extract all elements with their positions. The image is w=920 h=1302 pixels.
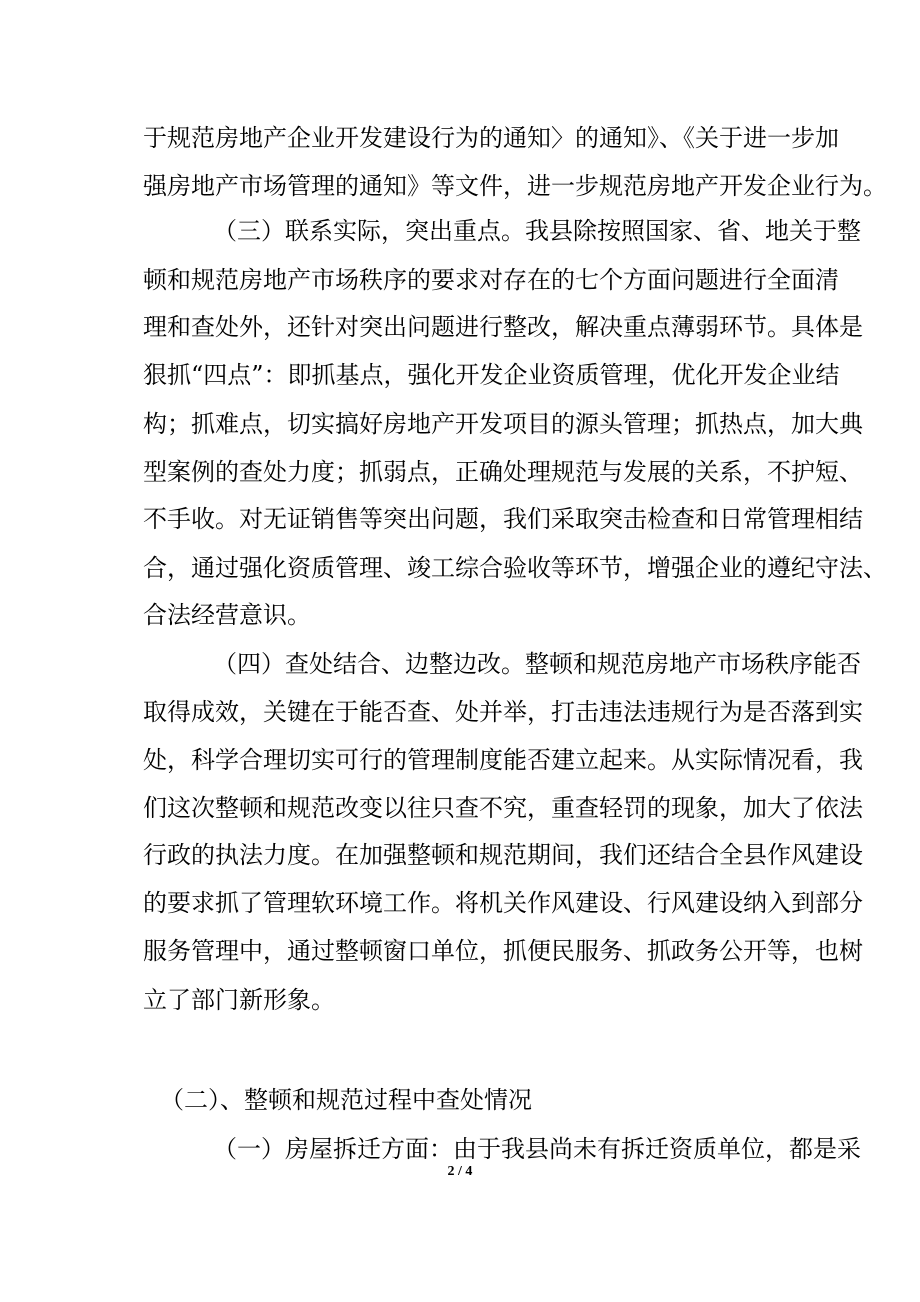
text-line: 强房地产市场管理的通知》等文件，进一步规范房地产开发企业行为。 (143, 172, 887, 200)
text-line: 构；抓难点，切实搞好房地产开发项目的源头管理；抓热点，加大典 (143, 410, 863, 438)
page-number: 2 / 4 (447, 1164, 473, 1179)
text-line: 合法经营意识。 (143, 601, 311, 629)
text-line: 不手收。对无证销售等突出问题，我们采取突击检查和日常管理相结 (143, 505, 863, 533)
text-line: （四）查处结合、边整边改。整顿和规范房地产市场秩序能否 (213, 650, 861, 678)
text-line: 处，科学合理切实可行的管理制度能否建立起来。从实际情况看，我 (143, 746, 863, 774)
text-line: （一）房屋拆迁方面：由于我县尚未有拆迁资质单位，都是采 (213, 1135, 861, 1163)
text-line: 合，通过强化资质管理、竣工综合验收等环节，增强企业的遵纪守法、 (143, 554, 887, 582)
section-heading: （二）、整顿和规范过程中查处情况 (160, 1086, 532, 1114)
text-line: 狠抓“四点”：即抓基点，强化开发企业资质管理，优化开发企业结 (143, 361, 840, 389)
text-line: 于规范房地产企业开发建设行为的通知〉的通知》、《关于进一步加 (143, 124, 839, 152)
text-line: 立了部门新形象。 (143, 986, 335, 1014)
text-line: 理和查处外，还针对突出问题进行整改，解决重点薄弱环节。具体是 (143, 313, 863, 341)
text-line: 型案例的查处力度；抓弱点，正确处理规范与发展的关系，不护短、 (143, 458, 863, 486)
text-line: （三）联系实际，突出重点。我县除按照国家、省、地关于整 (213, 217, 861, 245)
text-line: 顿和规范房地产市场秩序的要求对存在的七个方面问题进行全面清 (143, 266, 839, 294)
text-line: 行政的执法力度。在加强整顿和规范期间，我们还结合全县作风建设 (143, 841, 863, 869)
text-line: 的要求抓了管理软环境工作。将机关作风建设、行风建设纳入到部分 (143, 889, 863, 917)
text-line: 服务管理中，通过整顿窗口单位，抓便民服务、抓政务公开等，也树 (143, 937, 863, 965)
text-line: 取得成效，关键在于能否查、处并举，打击违法违规行为是否落到实 (143, 698, 863, 726)
text-line: 们这次整顿和规范改变以往只查不究，重查轻罚的现象，加大了依法 (143, 794, 863, 822)
